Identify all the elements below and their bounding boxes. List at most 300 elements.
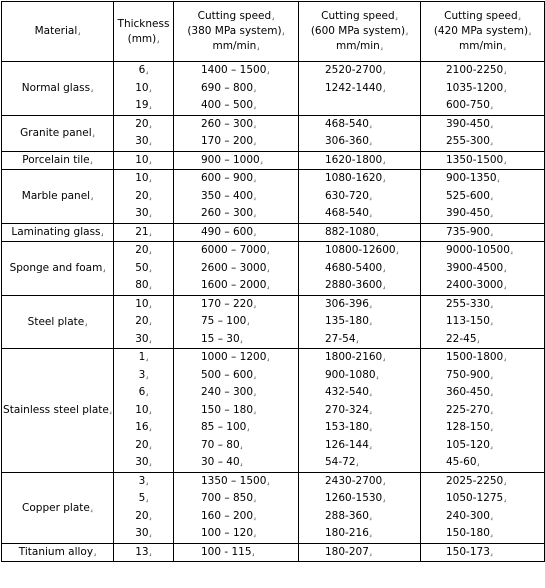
thickness-text: 50 [135,261,149,274]
speed-420-value: 2100-2250⸥ [446,64,507,76]
speed-380-text: 75 – 100 [201,315,247,327]
thickness-cell [114,472,174,543]
speed-380-value: 2600 – 3000⸥ [201,261,270,274]
speed-600-value: 135-180⸥ [325,315,372,327]
speed-420-cell [421,115,545,151]
speed-380-text: 490 – 600 [201,225,254,238]
thickness-value: 30⸥ [135,135,152,147]
speed-420-value: 2400-3000⸥ [446,279,507,291]
speed-600-text: 288-360 [325,509,369,522]
thickness-cell [114,223,174,242]
speed-380-value: 700 – 850⸥ [201,492,257,504]
speed-420-text: 2400-3000 [446,279,504,291]
speed-420-value: 2025-2250⸥ [446,474,507,487]
speed-380-text: 690 – 800 [201,81,254,94]
table-row [2,472,545,543]
speed-600-value: 900-1080⸥ [325,368,379,381]
thickness-text: 21 [135,225,149,238]
speed-380-cell [174,170,299,224]
speed-420-text: 255-300 [446,135,490,147]
thickness-cell [114,242,174,296]
speed-420-value: 390-450⸥ [446,117,493,130]
speed-420-text: 225-270 [446,403,490,416]
speed-420-value: 150-173⸥ [446,545,493,558]
thickness-value: 5⸥ [138,492,149,504]
material-name: Granite panel [20,127,92,139]
header-row [2,2,545,62]
speed-380-value: 75 – 100⸥ [201,315,250,327]
header-speed-420 [421,2,545,62]
speed-380-value: 30 – 40⸥ [201,456,243,468]
header-speed-600-title: Cutting speed [321,10,395,22]
speed-420-cell [421,543,545,562]
speed-380-value: 1000 – 1200⸥ [201,351,270,363]
speed-600-value: 432-540⸥ [325,386,372,398]
speed-600-value: 270-324⸥ [325,403,372,416]
header-material-label: Material [34,25,78,37]
speed-380-text: 100 - 115 [201,545,252,558]
thickness-text: 80 [135,279,149,291]
header-speed-380-line2: (380 MPa system)⸥ [187,25,285,37]
thickness-value: 50⸥ [135,261,152,274]
speed-380-value: 490 – 600⸥ [201,225,257,238]
speed-380-value: 15 – 30⸥ [201,332,243,345]
header-speed-600-unit: mm/min [336,40,380,52]
thickness-value: 10⸥ [135,81,152,94]
thickness-text: 30 [135,332,149,345]
speed-600-value: 306-360⸥ [325,135,372,147]
thickness-text: 3 [138,368,146,381]
thickness-value: 30⸥ [135,207,152,219]
thickness-value: 80⸥ [135,279,152,291]
speed-380-text: 900 – 1000 [201,153,260,166]
speed-420-value: 525-600⸥ [446,189,493,202]
speed-600-value: 882-1080⸥ [325,225,379,238]
speed-380-text: 240 – 300 [201,386,254,398]
speed-420-value: 600-750⸥ [446,99,493,111]
speed-600-value: 126-144⸥ [325,438,372,451]
speed-380-text: 85 – 100 [201,421,247,433]
speed-380-text: 700 – 850 [201,492,254,504]
speed-380-value: 100 – 120⸥ [201,527,257,539]
material-name: Sponge and foam [9,262,103,275]
thickness-value: 6⸥ [138,386,149,398]
thickness-value: 30⸥ [135,332,152,345]
speed-420-text: 105-120 [446,438,490,451]
header-thickness-line2: (mm)⸥ [127,32,160,45]
header-speed-600-line2: (600 MPa system)⸥ [310,25,409,37]
speed-600-text: 180-207 [325,545,369,558]
speed-380-text: 170 – 220 [201,297,254,310]
table-row [2,170,545,224]
material-cell: Laminating glass⸥ [2,223,114,242]
header-speed-380-title: Cutting speed [197,10,272,22]
speed-380-value: 70 – 80⸥ [201,438,243,451]
speed-600-value: 153-180⸥ [325,421,372,433]
material-name: Normal glass [21,82,91,95]
speed-600-text: 1260-1530 [325,492,383,504]
speed-420-text: 150-173 [446,545,490,558]
thickness-text: 20 [135,315,149,327]
thickness-text: 10 [135,297,149,310]
speed-420-value: 1350-1500⸥ [446,153,507,166]
speed-600-value: 630-720⸥ [325,189,372,202]
speed-380-value: 240 – 300⸥ [201,386,257,398]
speed-380-value: 170 – 220⸥ [201,297,257,310]
speed-380-value: 1400 – 1500⸥ [201,64,270,76]
speed-420-value: 150-180⸥ [446,527,493,539]
speed-420-text: 525-600 [446,189,490,202]
speed-420-value: 9000-10500⸥ [446,244,514,256]
thickness-text: 10 [135,153,149,166]
speed-380-value: 260 – 300⸥ [201,117,257,130]
speed-380-value: 170 – 200⸥ [201,135,257,147]
speed-600-text: 432-540 [325,386,369,398]
speed-600-value: 10800-12600⸥ [325,244,399,256]
thickness-text: 20 [135,509,149,522]
speed-600-text: 468-540 [325,117,369,130]
speed-420-value: 900-1350⸥ [446,172,500,184]
speed-600-text: 1800-2160 [325,351,383,363]
speed-380-text: 260 – 300 [201,117,254,130]
table-row [2,543,545,562]
thickness-value: 10⸥ [135,297,152,310]
speed-600-text: 1080-1620 [325,172,383,184]
header-thickness-unit: (mm) [127,32,157,45]
table-row [2,242,545,296]
speed-600-cell [299,223,421,242]
speed-420-cell [421,295,545,349]
thickness-text: 20 [135,438,149,451]
material-cell: Normal glass⸥ [2,62,114,116]
table-row [2,349,545,473]
thickness-text: 5 [138,492,146,504]
speed-380-text: 70 – 80 [201,438,240,451]
speed-380-text: 1400 – 1500 [201,64,267,76]
material-name: Marble panel [21,190,91,203]
speed-420-text: 22-45 [446,332,477,345]
header-speed-420-line1: Cutting speed⸥ [444,10,521,22]
speed-600-text: 153-180 [325,421,369,433]
speed-380-text: 160 – 200 [201,509,254,522]
speed-380-value: 350 – 400⸥ [201,189,257,202]
speed-380-cell [174,223,299,242]
speed-600-text: 882-1080 [325,225,376,238]
speed-380-value: 150 – 180⸥ [201,403,257,416]
speed-420-value: 105-120⸥ [446,438,493,451]
thickness-cell [114,115,174,151]
thickness-value: 10⸥ [135,153,152,166]
speed-600-value: 468-540⸥ [325,207,372,219]
speed-420-text: 45-60 [446,456,477,468]
speed-600-text: 10800-12600 [325,244,396,256]
speed-380-cell [174,349,299,473]
speed-600-text: 54-72 [325,456,356,468]
header-speed-380-system: (380 MPa system) [187,25,282,37]
speed-600-value: 180-207⸥ [325,545,372,558]
table-body [2,62,545,562]
material-name: Porcelain tile [22,154,90,167]
speed-600-value: 2430-2700⸥ [325,474,386,487]
speed-380-text: 2600 – 3000 [201,261,267,274]
thickness-value: 3⸥ [138,368,149,381]
thickness-cell [114,295,174,349]
thickness-text: 3 [138,474,146,487]
speed-600-value: 288-360⸥ [325,509,372,522]
material-cell: Copper plate⸥ [2,472,114,543]
header-speed-600 [299,2,421,62]
speed-420-value: 735-900⸥ [446,225,493,238]
speed-420-value: 225-270⸥ [446,403,493,416]
header-speed-380-line1: Cutting speed⸥ [197,10,275,22]
thickness-text: 20 [135,189,149,202]
speed-600-text: 306-360 [325,135,369,147]
speed-420-value: 45-60⸥ [446,456,480,468]
speed-600-text: 1620-1800 [325,153,383,166]
thickness-text: 30 [135,135,149,147]
material-cell: Sponge and foam⸥ [2,242,114,296]
speed-600-value: 180-216⸥ [325,527,372,539]
speed-380-value: 900 – 1000⸥ [201,153,263,166]
thickness-value: 3⸥ [138,474,149,487]
header-speed-600-line1: Cutting speed⸥ [321,10,398,22]
speed-600-cell [299,170,421,224]
speed-600-text: 135-180 [325,315,369,327]
header-speed-420-line2: (420 MPa system)⸥ [433,25,532,37]
material-cell: Marble panel⸥ [2,170,114,224]
speed-420-value: 255-300⸥ [446,135,493,147]
speed-600-cell [299,62,421,116]
speed-600-value: 1620-1800⸥ [325,153,386,166]
speed-600-value: 27-54⸥ [325,332,359,345]
speed-380-text: 30 – 40 [201,456,240,468]
speed-420-text: 2100-2250 [446,64,504,76]
speed-380-value: 1350 – 1500⸥ [201,474,270,487]
speed-380-text: 350 – 400 [201,189,254,202]
speed-420-cell [421,223,545,242]
thickness-text: 19 [135,99,149,111]
speed-380-cell [174,115,299,151]
header-speed-420-unit: mm/min [459,40,503,52]
thickness-value: 20⸥ [135,315,152,327]
thickness-text: 10 [135,81,149,94]
speed-380-cell [174,62,299,116]
thickness-text: 10 [135,403,149,416]
speed-380-text: 600 – 900 [201,172,254,184]
speed-380-cell [174,151,299,170]
speed-420-text: 1050-1275 [446,492,504,504]
speed-420-value: 390-450⸥ [446,207,493,219]
speed-420-value: 255-330⸥ [446,297,493,310]
speed-600-text: 306-396 [325,297,369,310]
speed-600-text: 180-216 [325,527,369,539]
material-cell: Granite panel⸥ [2,115,114,151]
speed-420-text: 9000-10500 [446,244,510,256]
header-speed-420-system: (420 MPa system) [433,25,529,37]
speed-600-value: 1800-2160⸥ [325,351,386,363]
thickness-text: 20 [135,244,149,256]
thickness-cell [114,151,174,170]
speed-420-cell [421,472,545,543]
speed-420-value: 1500-1800⸥ [446,351,507,363]
speed-600-value: 1242-1440⸥ [325,81,386,94]
thickness-value: 20⸥ [135,117,152,130]
thickness-cell [114,543,174,562]
speed-600-cell [299,242,421,296]
speed-420-cell [421,349,545,473]
thickness-text: 30 [135,527,149,539]
speed-420-text: 113-150 [446,315,490,327]
speed-600-text: 2880-3600 [325,279,383,291]
material-cell: Porcelain tile⸥ [2,151,114,170]
cutting-speed-table [1,1,545,562]
speed-600-text: 270-324 [325,403,369,416]
speed-380-text: 100 – 120 [201,527,254,539]
speed-420-value: 240-300⸥ [446,509,493,522]
speed-380-value: 85 – 100⸥ [201,421,250,433]
speed-600-cell [299,543,421,562]
speed-600-text: 900-1080 [325,368,376,381]
header-material: Material⸥ [2,2,114,62]
speed-380-value: 6000 – 7000⸥ [201,244,270,256]
speed-420-value: 128-150⸥ [446,421,493,433]
speed-420-value: 1050-1275⸥ [446,492,507,504]
speed-380-cell [174,295,299,349]
speed-600-text: 630-720 [325,189,369,202]
thickness-cell [114,349,174,473]
speed-600-text: 27-54 [325,332,356,345]
header-speed-420-line3: mm/min⸥ [459,40,506,52]
thickness-text: 1 [138,351,146,363]
material-name: Titanium alloy [18,546,94,559]
thickness-value: 10⸥ [135,403,152,416]
thickness-value: 30⸥ [135,456,152,468]
speed-420-text: 150-180 [446,527,490,539]
table-row [2,295,545,349]
speed-600-text: 126-144 [325,438,369,451]
speed-420-cell [421,170,545,224]
thickness-value: 20⸥ [135,189,152,202]
speed-420-text: 2025-2250 [446,474,504,487]
speed-420-text: 3900-4500 [446,261,504,274]
thickness-cell [114,170,174,224]
table-row [2,223,545,242]
table-row [2,115,545,151]
speed-600-text: 468-540 [325,207,369,219]
speed-380-value: 400 – 500⸥ [201,99,257,111]
speed-380-text: 260 – 300 [201,207,254,219]
thickness-value: 20⸥ [135,509,152,522]
speed-380-text: 170 – 200 [201,135,254,147]
speed-600-text: 1242-1440 [325,81,383,94]
speed-380-text: 500 – 600 [201,368,254,381]
thickness-value: 16⸥ [135,421,152,433]
speed-600-value: 2880-3600⸥ [325,279,386,291]
thickness-text: 6 [138,64,146,76]
material-name: Laminating glass [11,226,101,239]
speed-420-text: 128-150 [446,421,490,433]
speed-600-value: 54-72⸥ [325,456,359,468]
table-row [2,151,545,170]
speed-420-cell [421,242,545,296]
header-thickness [114,2,174,62]
speed-420-cell [421,151,545,170]
speed-380-value: 260 – 300⸥ [201,207,257,219]
speed-600-cell [299,151,421,170]
thickness-text: 30 [135,456,149,468]
thickness-value: 19⸥ [135,99,152,111]
header-speed-380 [174,2,299,62]
speed-420-value: 113-150⸥ [446,315,493,327]
material-name: Steel plate [27,315,85,328]
material-cell: Steel plate⸥ [2,295,114,349]
thickness-value: 20⸥ [135,438,152,451]
speed-380-value: 500 – 600⸥ [201,368,257,381]
speed-380-cell [174,242,299,296]
speed-380-value: 160 – 200⸥ [201,509,257,522]
thickness-text: 30 [135,207,149,219]
speed-420-text: 1035-1200 [446,81,504,94]
thickness-cell [114,62,174,116]
material-cell: Stainless steel plate⸥ [2,349,114,473]
table-header [2,2,545,62]
thickness-value: 1⸥ [138,351,149,363]
speed-600-text: 2430-2700 [325,474,383,487]
speed-600-value: 468-540⸥ [325,117,372,130]
speed-420-text: 1350-1500 [446,153,504,166]
speed-600-cell [299,115,421,151]
speed-380-text: 15 – 30 [201,332,240,345]
speed-420-value: 22-45⸥ [446,332,480,345]
speed-420-text: 900-1350 [446,172,497,184]
thickness-text: 13 [135,545,149,558]
speed-380-cell [174,472,299,543]
material-name: Stainless steel plate [3,404,109,417]
material-cell: Titanium alloy⸥ [2,543,114,562]
speed-380-text: 1000 – 1200 [201,351,267,363]
thickness-text: 20 [135,117,149,130]
speed-600-cell [299,295,421,349]
header-speed-600-system: (600 MPa system) [310,25,406,37]
speed-380-value: 690 – 800⸥ [201,81,257,94]
material-name: Copper plate [22,501,90,514]
table-row [2,62,545,116]
speed-420-text: 255-330 [446,297,490,310]
speed-420-value: 1035-1200⸥ [446,81,507,94]
speed-600-value [325,97,420,115]
speed-380-value: 100 - 115⸥ [201,545,255,558]
speed-420-text: 240-300 [446,509,490,522]
speed-600-text: 2520-2700 [325,64,383,76]
speed-600-value: 4680-5400⸥ [325,261,386,274]
thickness-value: 6⸥ [138,64,149,76]
speed-420-text: 390-450 [446,207,490,219]
speed-600-value: 1080-1620⸥ [325,172,386,184]
thickness-text: 16 [135,421,149,433]
speed-420-value: 3900-4500⸥ [446,261,507,274]
speed-380-text: 400 – 500 [201,99,254,111]
speed-420-value: 750-900⸥ [446,368,493,381]
speed-380-cell [174,543,299,562]
speed-420-cell [421,62,545,116]
speed-600-cell [299,472,421,543]
speed-420-text: 360-450 [446,386,490,398]
speed-600-value: 1260-1530⸥ [325,492,386,504]
thickness-text: 10 [135,172,149,184]
speed-380-text: 150 – 180 [201,403,254,416]
header-speed-380-line3: mm/min⸥ [212,40,260,52]
speed-380-text: 6000 – 7000 [201,244,267,256]
